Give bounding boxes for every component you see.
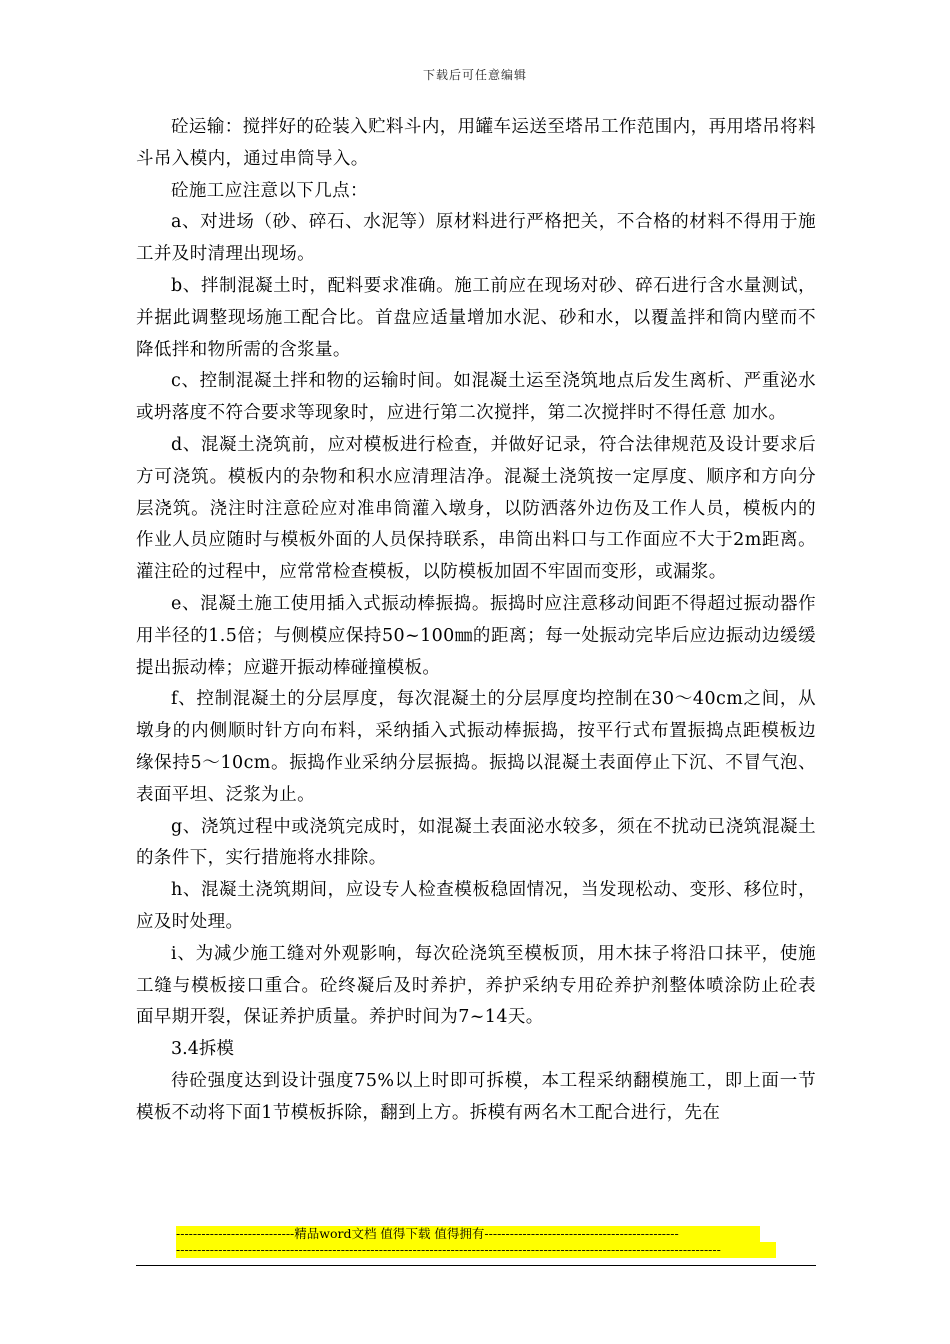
- paragraph-item-h: h、混凝土浇筑期间，应设专人检查模板稳固情况，当发现松动、变形、移位时，应及时处理。: [136, 880, 816, 932]
- section-heading: 3.4拆模: [171, 1039, 234, 1060]
- paragraph-item-e: e、混凝土施工使用插入式振动棒振捣。振捣时应注意移动间距不得超过振动器作用半径的1.5倍；与侧模应保持50~100㎜的距离；每一处振动完毕后应边振动边缓缓提出振动棒；应避开振动棒碰撞模板。: [136, 593, 816, 678]
- paragraph-item-d: d、混凝土浇筑前，应对模板进行检查，并做好记录，符合法律规范及设计要求后方可浇筑。模板内的杂物和积水应清理洁净。混凝土浇筑按一定厚度、顺序和方向分层浇筑。浇注时注意砼应对准串筒灌入墩身，以防洒落外边伤及工作人员，模板内的作业人员应随时与模板外面的人员保持联系，串筒出料口与工作面应不大于2m距离。灌注砼的过程中，应常常检查模板，以防模板加固不牢固而变形，或漏浆。: [136, 434, 816, 583]
- header-note: 下载后可任意编辑: [422, 68, 527, 82]
- paragraph-item-f: f、控制混凝土的分层厚度，每次混凝土的分层厚度均控制在30～40cm之间，从墩身的内侧顺时针方向布料，采纳插入式振动棒振捣，按平行式布置振捣点距模板边缘保持5～10cm。振捣作业采纳分层振捣。振捣以混凝土表面停止下沉、不冒气泡、表面平坦、泛浆为止。: [136, 689, 816, 805]
- footer-banner-line-1: ----------------------------精品word文档 值得下载 值得拥有----------------------------------------------: [176, 1226, 760, 1242]
- footer-banner-line-2: ---------------------------------------------------------------------------------------------------------------------------------: [176, 1242, 776, 1258]
- paragraph-item-a: a、对进场（砂、碎石、水泥等）原材料进行严格把关，不合格的材料不得用于施工并及时清理出现场。: [136, 212, 816, 265]
- paragraph-item-g: g、浇筑过程中或浇筑完成时，如混凝土表面泌水较多，须在不扰动已浇筑混凝土的条件下，实行措施将水排除。: [136, 816, 816, 869]
- paragraph-construction-notes-intro: 砼施工应注意以下几点：: [171, 180, 368, 201]
- footer-banner: [176, 1226, 776, 1258]
- paragraph-formwork-removal: 待砼强度达到设计强度75%以上时即可拆模，本工程采纳翻模施工，即上面一节模板不动将下面1节模板拆除，翻到上方。拆模有两名木工配合进行，先在: [136, 1070, 816, 1123]
- paragraph-item-b: b、拌制混凝土时，配料要求准确。施工前应在现场对砂、碎石进行含水量测试，并据此调整现场施工配合比。首盘应适量增加水泥、砂和水，以覆盖拌和筒内壁而不降低拌和物所需的含浆量。: [136, 275, 816, 360]
- document-body: [136, 112, 816, 1130]
- paragraph-item-c: c、控制混凝土拌和物的运输时间。如混凝土运至浇筑地点后发生离析、严重泌水或坍落度不符合要求等现象时，应进行第二次搅拌，第二次搅拌时不得任意 加水。: [136, 371, 816, 424]
- paragraph-item-i: i、为减少施工缝对外观影响，每次砼浇筑至模板顶，用木抹子将沿口抹平，使施工缝与模板接口重合。砼终凝后及时养护，养护采纳专用砼养护剂整体喷涂防止砼表面早期开裂，保证养护质量。养护时间为7~14天。: [136, 943, 816, 1028]
- footer-divider: [136, 1265, 816, 1266]
- paragraph-concrete-transport: 砼运输：搅拌好的砼装入贮料斗内，用罐车运送至塔吊工作范围内，再用塔吊将料斗吊入模内，通过串筒导入。: [136, 117, 816, 169]
